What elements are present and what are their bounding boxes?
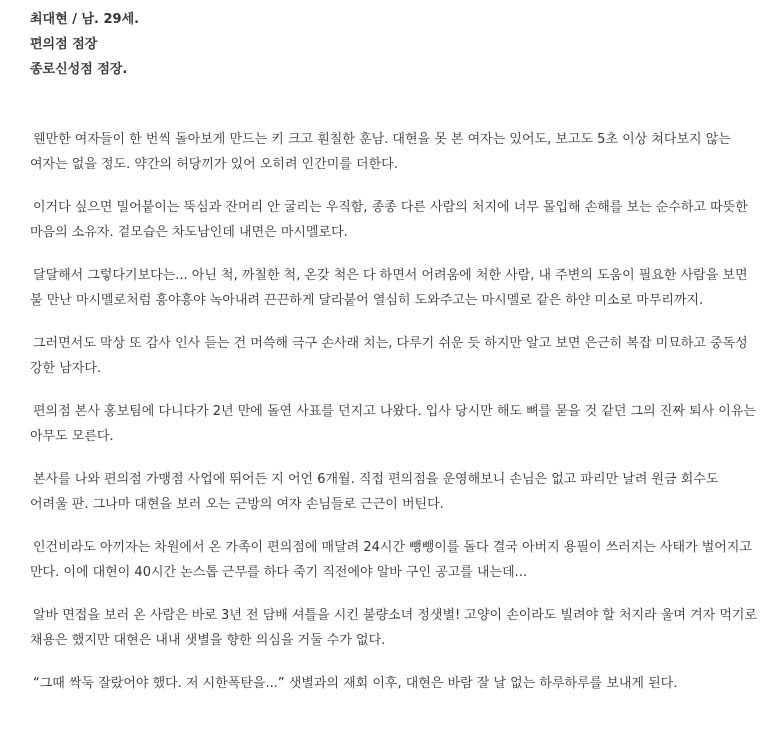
paragraph: “그때 싹둑 잘랐어야 했다. 저 시한폭탄을...” 샛별과의 재회 이후, 대현은 바람 잘 날 없는 하루하루를 보내게 된다. [33,676,678,691]
paragraph: 이거다 싶으면 밀어붙이는 뚝심과 잔머리 안 굴리는 우직함, 종종 다른 사람의 처지에 너무 몰입해 손해를 보는 순수하고 따뜻한 마음의 소유자. 겉모습은 차도남인데 내면은 마시멜로다. [30,200,748,240]
profile-header [30,7,760,82]
profile-body [30,127,760,696]
job-title: 편의점 점장 [30,37,98,52]
paragraph: 웬만한 여자들이 한 번씩 돌아보게 만드는 키 크고 훤칠한 훈남. 대현을 못 본 여자는 있어도, 보고도 5초 이상 쳐다보지 않는 여자는 없을 정도. 약간의 허당끼가 있어 오히려 인간미를 더한다. [30,132,731,172]
name-age: 최대현 / 남. 29세. [30,12,140,27]
paragraph: 인건비라도 아끼자는 차원에서 온 가족이 편의점에 매달려 24시간 뺑뺑이를 돌다 결국 아버지 용필이 쓰러지는 사태가 벌어지고 만다. 이에 대현이 40시간 논스톱 근무를 하다 죽기 직전에야 알바 구인 공고를 내는데... [30,540,752,580]
paragraph: 알바 면접을 보러 온 사람은 바로 3년 전 담배 셔틀을 시킨 불량소녀 정샛별! 고양이 손이라도 빌려야 할 처지라 울며 겨자 먹기로 채용은 했지만 대현은 내내 샛별을 향한 의심을 거둘 수가 없다. [30,608,758,648]
paragraph: 달달해서 그렇다기보다는... 아닌 척, 까칠한 척, 온갖 척은 다 하면서 어려움에 처한 사람, 내 주변의 도움이 필요한 사람을 보면 불 만난 마시멜로처럼 흥야흥야 녹아내려 끈끈하게 달라붙어 열심히 도와주고는 마시멜로 같은 하얀 미소로 마무리까지. [30,268,748,308]
paragraph: 본사를 나와 편의점 가맹점 사업에 뛰어든 지 어언 6개월. 직접 편의점을 운영해보니 손님은 없고 파리만 날려 원금 회수도 어려울 판. 그나마 대현을 보러 오는 근방의 여자 손님들로 근근이 버틴다. [30,472,719,512]
character-profile [30,0,760,714]
paragraph: 그러면서도 막상 또 감사 인사 듣는 건 머쓱해 극구 손사래 치는, 다루기 쉬운 듯 하지만 알고 보면 은근히 복잡 미묘하고 중독성 강한 남자다. [30,336,748,376]
store-title: 종로신성점 점장. [30,62,128,77]
paragraph: 편의점 본사 홍보팀에 다니다가 2년 만에 돌연 사표를 던지고 나왔다. 입사 당시만 해도 뼈를 묻을 것 같던 그의 진짜 퇴사 이유는 아무도 모른다. [30,404,756,444]
